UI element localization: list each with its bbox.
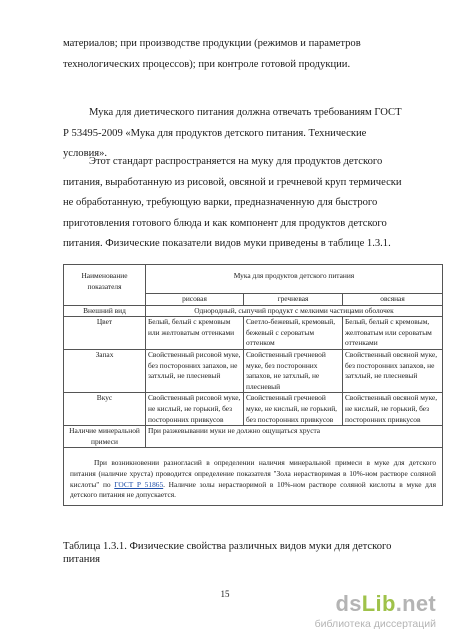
cell-taste-rice: Свойственный рисовой муке, не кислый, не горький, без посторонних привкусов — [146, 393, 244, 426]
gost-link[interactable]: ГОСТ Р 51865 — [114, 479, 164, 489]
table-row — [64, 393, 443, 426]
paragraph-intro: материалов; при производстве продукции (режимов и параметров технологических процессов); при контроле готовой продукции. — [63, 38, 361, 70]
header-indicator-name: Наименование показателя — [64, 265, 146, 306]
cell-color-oat: Белый, белый с кремовым, желтоватым или сероватым оттенками — [343, 317, 443, 350]
cell-mineral-impurity: При разжевывании муки не должно ощущаться хруста — [146, 426, 443, 448]
paragraph-gost-requirement: Мука для диетического питания должна отвечать требованиям ГОСТ Р 53495-2009 «Мука для продуктов детского питания. Технические условия». — [63, 107, 402, 159]
header-flour-group: Мука для продуктов детского питания — [146, 265, 443, 294]
watermark-subtitle: библиотека диссертаций — [314, 618, 436, 630]
row-label-smell: Запах — [64, 349, 146, 392]
table-note-row — [64, 448, 443, 505]
column-header-buckwheat: гречневая — [244, 294, 343, 306]
cell-taste-oat: Свойственный овсяной муке, не кислый, не горький, без посторонних привкусов — [343, 393, 443, 426]
table-row — [64, 305, 443, 317]
cell-smell-rice: Свойственный рисовой муке, без посторонних запахов, не затхлый, не плесневый — [146, 349, 244, 392]
table-note — [64, 448, 443, 505]
cell-smell-oat: Свойственный овсяной муке, без посторонних запахов, не затхлый, не плесневый — [343, 349, 443, 392]
row-label-mineral-impurity: Наличие минеральной примеси — [64, 426, 146, 448]
table-row — [64, 426, 443, 448]
note-text-part1: При возникновении разногласий в определении наличия минеральной примеси в муке для детского питания (наличие хруста) проводится определение показателя "Зола нерастворимая в 10%-ном растворе соляной кислоты" по — [70, 458, 437, 489]
table-header-row — [64, 265, 443, 294]
table-row — [64, 349, 443, 392]
column-header-oat: овсяная — [343, 294, 443, 306]
watermark-logo: dsLib.net — [335, 591, 436, 616]
cell-color-rice: Белый, белый с кремовым или желтоватым оттенками — [146, 317, 244, 350]
cell-appearance: Однородный, сыпучий продукт с мелкими частицами оболочек — [146, 305, 443, 317]
page-number: 15 — [220, 589, 230, 599]
table-caption: Таблица 1.3.1. Физические свойства различных видов муки для детского питания — [63, 541, 392, 565]
table-row — [64, 317, 443, 350]
note-text-part2: . Наличие золы нерастворимой в 10%-ном растворе соляной кислоты в муке для детского питания не допускается. — [70, 479, 437, 500]
cell-color-buckwheat: Светло-бежевый, кремовый, бежевый с сероватым оттенком — [244, 317, 343, 350]
row-label-appearance: Внешний вид — [64, 305, 146, 317]
cell-taste-buckwheat: Свойственный гречневой муке, не кислый, не горький, без посторонних привкусов — [244, 393, 343, 426]
cell-smell-buckwheat: Свойственный гречневой муке, без посторонних запахов, не затхлый, не плесневый — [244, 349, 343, 392]
column-header-rice: рисовая — [146, 294, 244, 306]
paragraph-standard-scope: Этот стандарт распространяется на муку для продуктов детского питания, выработанную из рисовой, овсяной и гречневой круп термически не обработанную, требующую варки, предназначенную для быстрого приготовления готового блюда и как компонент для продуктов детского питания. Физические показатели видов муки приведены в таблице 1.3.1. — [63, 156, 402, 249]
row-label-color: Цвет — [64, 317, 146, 350]
row-label-taste: Вкус — [64, 393, 146, 426]
flour-properties-table — [63, 264, 443, 506]
